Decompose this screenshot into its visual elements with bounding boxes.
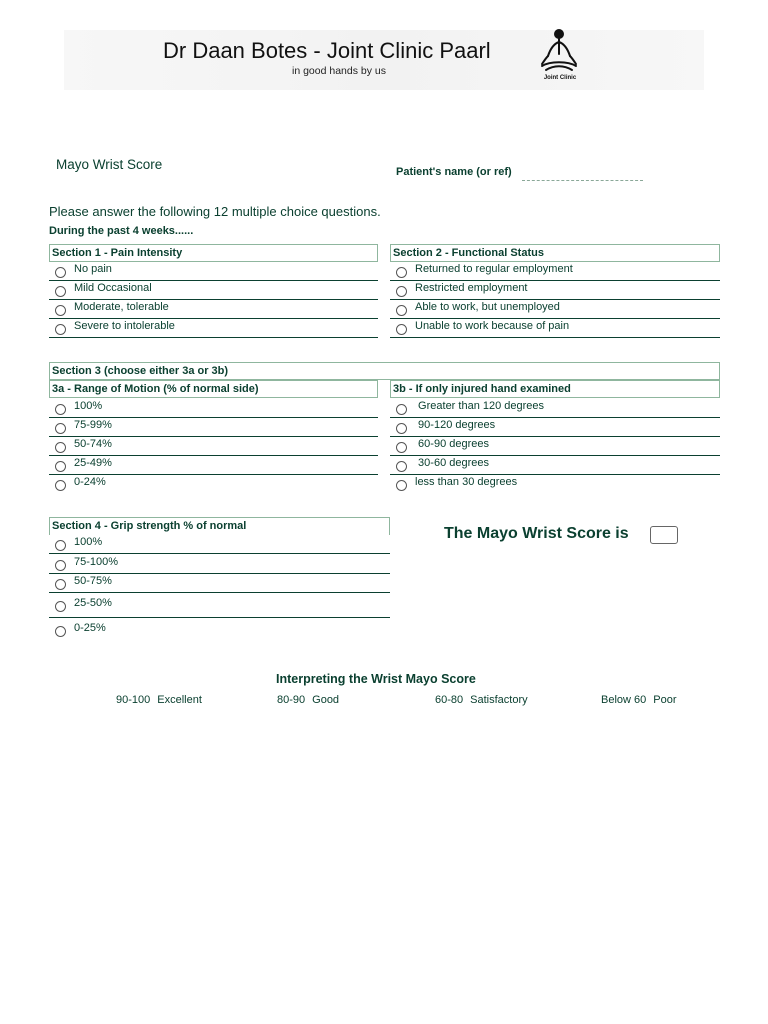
radio-button[interactable] [396, 423, 407, 434]
option-label: 50-74% [74, 438, 112, 450]
option-label: Able to work, but unemployed [415, 301, 560, 313]
form-title: Mayo Wrist Score [56, 157, 163, 172]
period-note: During the past 4 weeks...... [49, 225, 194, 237]
option-label: Moderate, tolerable [74, 301, 169, 313]
section1-option[interactable] [49, 262, 378, 281]
radio-button[interactable] [396, 267, 407, 278]
radio-button[interactable] [396, 442, 407, 453]
section3b-option[interactable] [390, 399, 720, 418]
radio-button[interactable] [396, 480, 407, 491]
radio-button[interactable] [55, 560, 66, 571]
radio-button[interactable] [55, 267, 66, 278]
section4-option[interactable] [49, 621, 390, 640]
section3a-option[interactable] [49, 437, 378, 456]
option-label: 75-100% [74, 556, 119, 568]
interpretation-title: Interpreting the Wrist Mayo Score [276, 672, 476, 686]
clinic-title: Dr Daan Botes - Joint Clinic Paarl [163, 38, 491, 63]
radio-button[interactable] [396, 324, 407, 335]
instructions: Please answer the following 12 multiple choice questions. [49, 204, 381, 219]
option-label: 50-75% [74, 575, 112, 587]
radio-button[interactable] [396, 461, 407, 472]
option-label: 25-50% [74, 597, 112, 609]
option-label: 25-49% [74, 457, 112, 469]
option-label: 90-120 degrees [415, 419, 496, 431]
option-label: Mild Occasional [74, 282, 152, 294]
section4-header: Section 4 - Grip strength % of normal [49, 517, 390, 535]
section1-option[interactable] [49, 281, 378, 300]
band-range: 60-80 [435, 694, 464, 706]
logo-caption: Joint Clinic [543, 75, 577, 81]
option-label: 100% [74, 536, 103, 548]
radio-button[interactable] [55, 305, 66, 316]
interpretation-band [277, 694, 339, 706]
band-label: Good [312, 694, 340, 706]
section3a-option[interactable] [49, 399, 378, 418]
section1-option[interactable] [49, 319, 378, 338]
option-label: Severe to intolerable [74, 320, 175, 332]
option-label: 75-99% [74, 419, 112, 431]
radio-button[interactable] [55, 286, 66, 297]
option-label: 60-90 degrees [415, 438, 489, 450]
band-label: Satisfactory [470, 694, 528, 706]
option-label: 100% [74, 400, 103, 412]
section4-option[interactable] [49, 535, 390, 554]
radio-button[interactable] [55, 626, 66, 637]
option-label: less than 30 degrees [415, 476, 518, 488]
band-range: 90-100 [116, 694, 151, 706]
section3-header: Section 3 (choose either 3a or 3b) [49, 362, 720, 380]
radio-button[interactable] [396, 404, 407, 415]
section2-option[interactable] [390, 262, 720, 281]
section3b-header: 3b - If only injured hand examined [390, 380, 720, 398]
interpretation-band [116, 694, 202, 706]
section4-option[interactable] [49, 574, 390, 593]
patient-name-label: Patient's name (or ref) [396, 166, 512, 178]
radio-button[interactable] [55, 442, 66, 453]
radio-button[interactable] [396, 305, 407, 316]
radio-button[interactable] [55, 579, 66, 590]
section1-option[interactable] [49, 300, 378, 319]
section3b-option[interactable] [390, 456, 720, 475]
radio-button[interactable] [55, 540, 66, 551]
section4-option[interactable] [49, 593, 390, 618]
option-label: Unable to work because of pain [415, 320, 570, 332]
section2-option[interactable] [390, 300, 720, 319]
option-label: 30-60 degrees [415, 457, 489, 469]
option-label: Returned to regular employment [415, 263, 573, 275]
band-label: Poor [653, 694, 677, 706]
radio-button[interactable] [396, 286, 407, 297]
option-label: 0-25% [74, 622, 106, 634]
score-label: The Mayo Wrist Score is [444, 525, 629, 542]
section3a-option[interactable] [49, 418, 378, 437]
section1-header: Section 1 - Pain Intensity [49, 244, 378, 262]
score-field[interactable] [650, 526, 678, 544]
section3b-option[interactable] [390, 437, 720, 456]
clinic-tagline: in good hands by us [292, 65, 386, 77]
section2-header: Section 2 - Functional Status [390, 244, 720, 262]
section2-option[interactable] [390, 319, 720, 338]
radio-button[interactable] [55, 324, 66, 335]
patient-name-field[interactable] [522, 180, 643, 181]
radio-button[interactable] [55, 480, 66, 491]
radio-button[interactable] [55, 404, 66, 415]
option-label: 0-24% [74, 476, 106, 488]
radio-button[interactable] [55, 601, 66, 612]
section3b-option[interactable] [390, 418, 720, 437]
section4-option[interactable] [49, 555, 390, 574]
section3a-option[interactable] [49, 475, 378, 494]
interpretation-band [435, 694, 528, 706]
section3a-option[interactable] [49, 456, 378, 475]
section3a-header: 3a - Range of Motion (% of normal side) [49, 380, 378, 398]
radio-button[interactable] [55, 423, 66, 434]
section3b-option[interactable] [390, 475, 720, 494]
radio-button[interactable] [55, 461, 66, 472]
band-range: 80-90 [277, 694, 306, 706]
section2-option[interactable] [390, 281, 720, 300]
meditation-logo-icon [536, 28, 582, 74]
interpretation-band [601, 694, 677, 706]
option-label: Greater than 120 degrees [415, 400, 545, 412]
band-label: Excellent [157, 694, 202, 706]
option-label: No pain [74, 263, 112, 275]
option-label: Restricted employment [415, 282, 528, 294]
band-range: Below 60 [601, 694, 647, 706]
